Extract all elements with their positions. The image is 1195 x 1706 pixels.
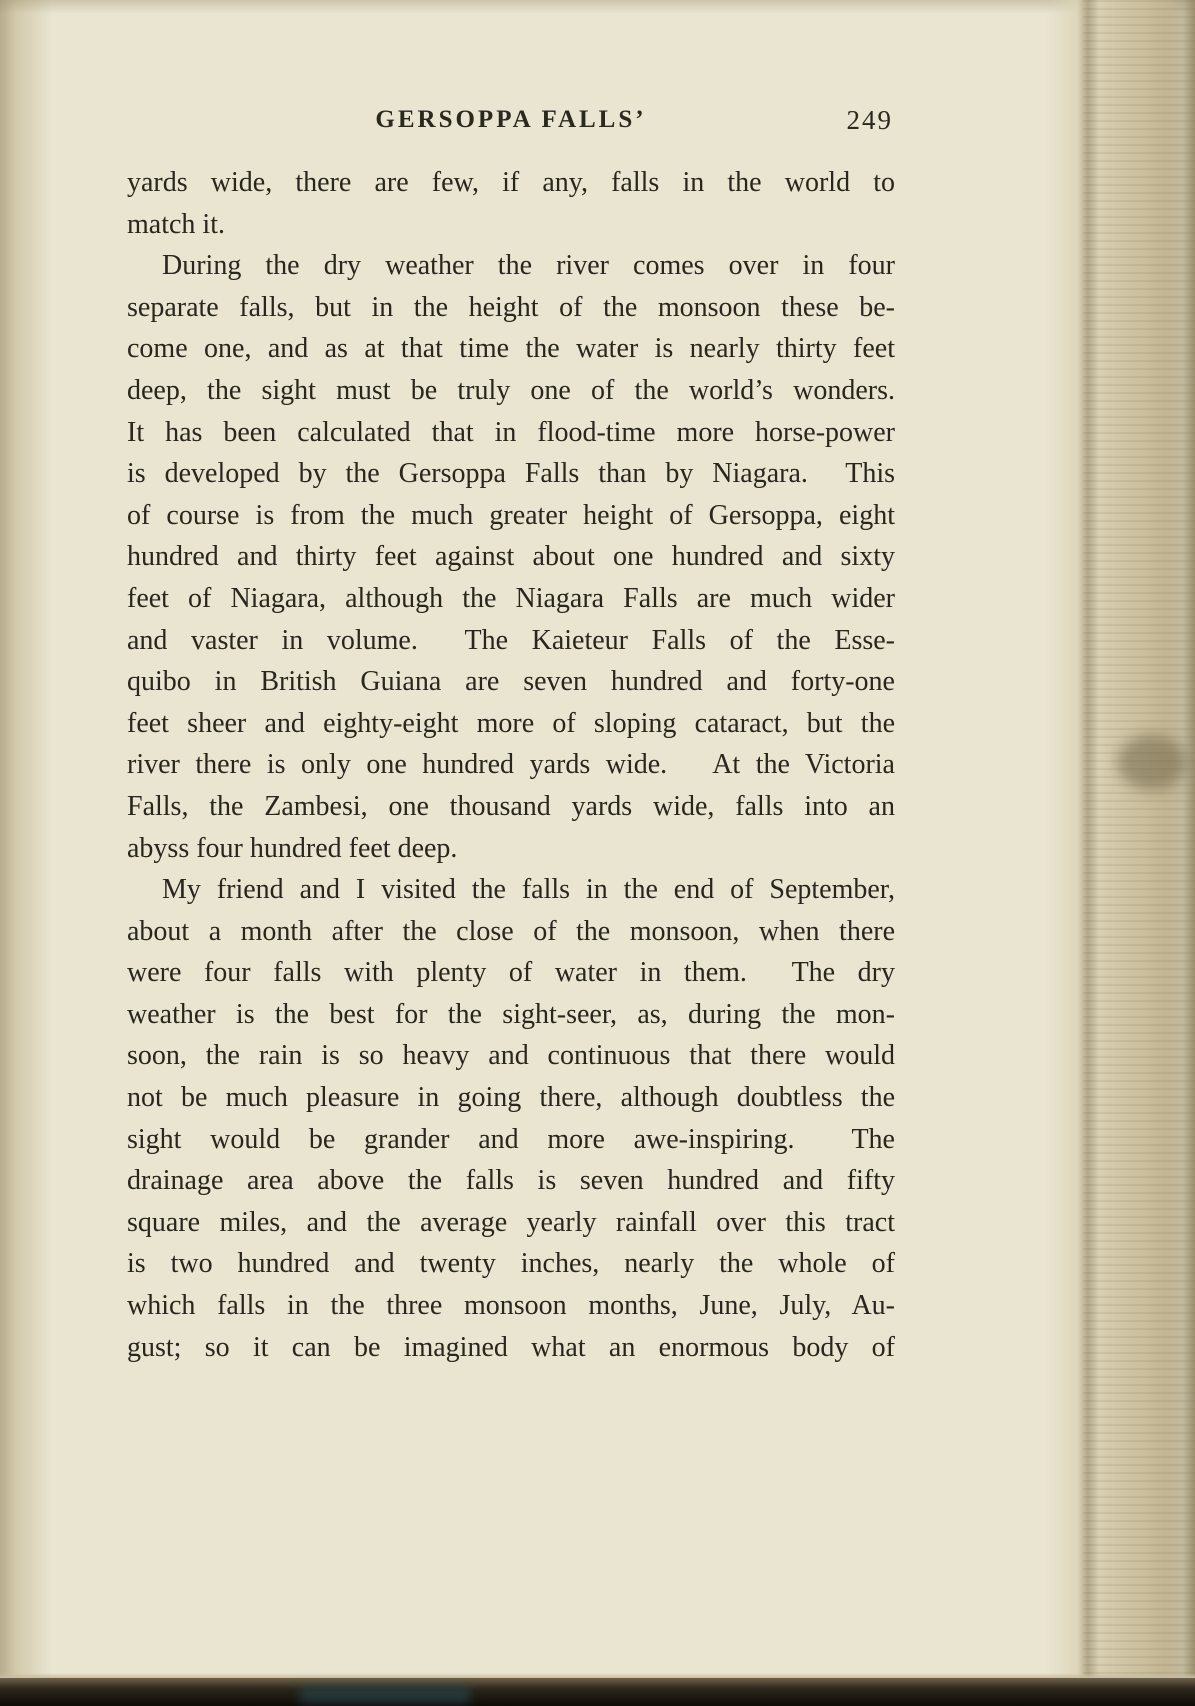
running-header bbox=[127, 106, 895, 142]
text-line: feet of Niagara, although the Niagara Falls are much wider bbox=[127, 582, 895, 614]
text-line: weather is the best for the sight-seer, as, during the mon- bbox=[127, 998, 895, 1030]
text-line: of course is from the much greater height of Gersoppa, eight bbox=[127, 499, 895, 531]
text-line: feet sheer and eighty-eight more of sloping cataract, but the bbox=[127, 707, 895, 739]
bottom-scan-band bbox=[0, 1678, 1195, 1706]
text-line: and vaster in volume. The Kaieteur Falls of the Esse- bbox=[127, 624, 895, 656]
text-line: drainage area above the falls is seven hundred and fifty bbox=[127, 1165, 895, 1197]
text-line: deep, the sight must be truly one of the world’s wonders. bbox=[127, 374, 895, 406]
page-crease-shadow bbox=[1077, 0, 1099, 1706]
text-line: It has been calculated that in flood-time more horse-power bbox=[127, 416, 895, 448]
text-line: match it. bbox=[127, 208, 225, 240]
text-line: abyss four hundred feet deep. bbox=[127, 832, 458, 864]
text-line: During the dry weather the river comes over in four bbox=[162, 250, 895, 282]
book-fore-edge bbox=[1045, 0, 1195, 1706]
text-line: My friend and I visited the falls in the end of September, bbox=[162, 874, 895, 906]
text-line: about a month after the close of the monsoon, when there bbox=[127, 915, 895, 947]
text-line: sight would be grander and more awe-inspiring. The bbox=[127, 1123, 895, 1155]
text-line: gust; so it can be imagined what an enormous body of bbox=[127, 1331, 895, 1363]
text-line: were four falls with plenty of water in them. The dry bbox=[127, 957, 895, 989]
text-line: which falls in the three monsoon months, June, July, Au- bbox=[127, 1290, 895, 1322]
edge-smudge bbox=[1117, 735, 1187, 790]
page-number: 249 bbox=[846, 105, 893, 135]
bottom-smudge bbox=[300, 1687, 470, 1703]
text-line: yards wide, there are few, if any, falls in the world to bbox=[127, 167, 895, 198]
text-block bbox=[127, 162, 895, 1368]
text-line: hundred and thirty feet against about one hundred and sixty bbox=[127, 541, 895, 573]
text-line: is developed by the Gersoppa Falls than by Niagara. This bbox=[127, 458, 895, 490]
text-line: come one, and as at that time the water is nearly thirty feet bbox=[127, 333, 895, 365]
text-line: is two hundred and twenty inches, nearly the whole of bbox=[127, 1248, 895, 1280]
text-line: Falls, the Zambesi, one thousand yards wide, falls into an bbox=[127, 790, 895, 822]
top-page-edge bbox=[0, 0, 1195, 14]
left-page-edge bbox=[0, 0, 52, 1706]
text-line: soon, the rain is so heavy and continuous that there would bbox=[127, 1040, 895, 1072]
text-line: quibo in British Guiana are seven hundred and forty-one bbox=[127, 666, 895, 698]
text-line: river there is only one hundred yards wide. At the Victoria bbox=[127, 749, 895, 781]
text-line: square miles, and the average yearly rainfall over this tract bbox=[127, 1206, 895, 1238]
text-line: not be much pleasure in going there, although doubtless the bbox=[127, 1082, 895, 1114]
chapter-running-title: GERSOPPA FALLS’ bbox=[375, 106, 647, 133]
stacked-page-edges bbox=[1083, 0, 1195, 1706]
text-line: separate falls, but in the height of the monsoon these be- bbox=[127, 291, 895, 323]
